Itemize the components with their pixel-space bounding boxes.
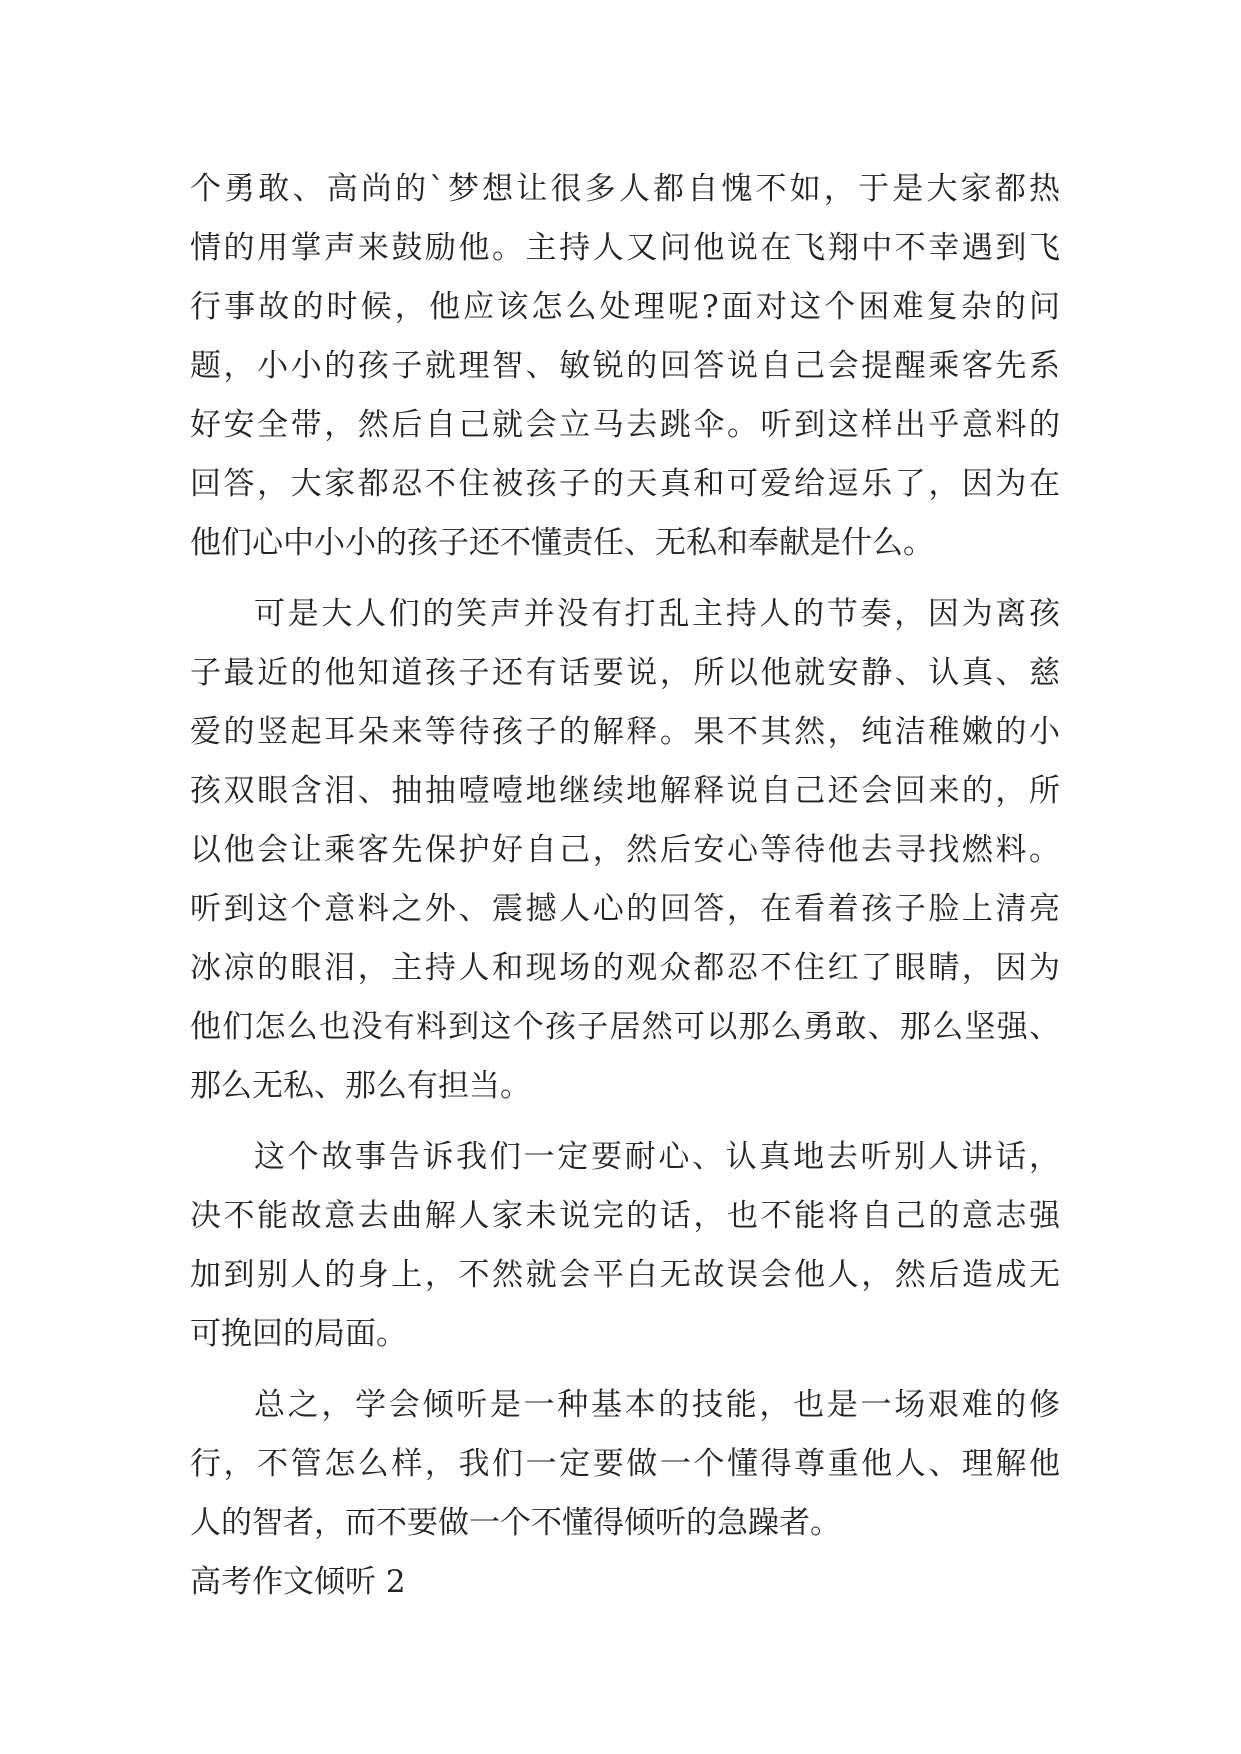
text-line: 行事故的时候，他应该怎么处理呢?面对这个困难复杂的问 — [190, 289, 1060, 325]
text-line: 那么无私、那么有担当。 — [190, 1068, 531, 1104]
text-line: 可挽回的局面。 — [190, 1316, 407, 1352]
text-line: 爱的竖起耳朵来等待孩子的解释。果不其然，纯洁稚嫩的小 — [190, 714, 1060, 750]
paragraph-4 — [190, 1376, 1060, 1553]
essay-body — [190, 160, 1060, 1612]
paragraph-2 — [190, 585, 1060, 1116]
text-line: 行，不管怎么样，我们一定要做一个懂得尊重他人、理解他 — [190, 1446, 1060, 1482]
paragraph-1 — [190, 160, 1060, 573]
paragraph-gap — [190, 1116, 1060, 1128]
text-line: 这个故事告诉我们一定要耐心、认真地去听别人讲话， — [254, 1139, 1060, 1175]
paragraph-gap — [190, 1364, 1060, 1376]
text-line: 回答，大家都忍不住被孩子的天真和可爱给逗乐了，因为在 — [190, 466, 1060, 502]
text-line: 决不能故意去曲解人家未说完的话，也不能将自己的意志强 — [190, 1198, 1060, 1234]
text-line: 加到别人的身上，不然就会平白无故误会他人，然后造成无 — [190, 1257, 1060, 1293]
text-line: 冰凉的眼泪，主持人和现场的观众都忍不住红了眼睛，因为 — [190, 950, 1060, 986]
text-line: 题，小小的孩子就理智、敏锐的回答说自己会提醒乘客先系 — [190, 348, 1060, 384]
text-line: 情的用掌声来鼓励他。主持人又问他说在飞翔中不幸遇到飞 — [190, 230, 1060, 266]
text-line: 可是大人们的笑声并没有打乱主持人的节奏，因为离孩 — [254, 596, 1060, 632]
text-line: 好安全带，然后自己就会立马去跳伞。听到这样出乎意料的 — [190, 407, 1060, 443]
text-line: 他们心中小小的孩子还不懂责任、无私和奉献是什么。 — [190, 525, 934, 561]
text-line: 子最近的他知道孩子还有话要说，所以他就安静、认真、慈 — [190, 655, 1060, 691]
paragraph-3 — [190, 1128, 1060, 1364]
text-line: 他们怎么也没有料到这个孩子居然可以那么勇敢、那么坚强、 — [190, 1009, 1060, 1045]
text-line: 孩双眼含泪、抽抽噎噎地继续地解释说自己还会回来的，所 — [190, 773, 1060, 809]
text-line: 总之，学会倾听是一种基本的技能，也是一场艰难的修 — [254, 1387, 1060, 1423]
text-line: 听到这个意料之外、震撼人心的回答，在看着孩子脸上清亮 — [190, 891, 1060, 927]
text-line: 个勇敢、高尚的`梦想让很多人都自愧不如，于是大家都热 — [190, 171, 1060, 207]
text-line: 以他会让乘客先保护好自己，然后安心等待他去寻找燃料。 — [190, 832, 1060, 868]
text-line: 人的智者，而不要做一个不懂得倾听的急躁者。 — [190, 1505, 841, 1541]
paragraph-gap — [190, 573, 1060, 585]
section-heading: 高考作文倾听 2 — [190, 1564, 406, 1600]
